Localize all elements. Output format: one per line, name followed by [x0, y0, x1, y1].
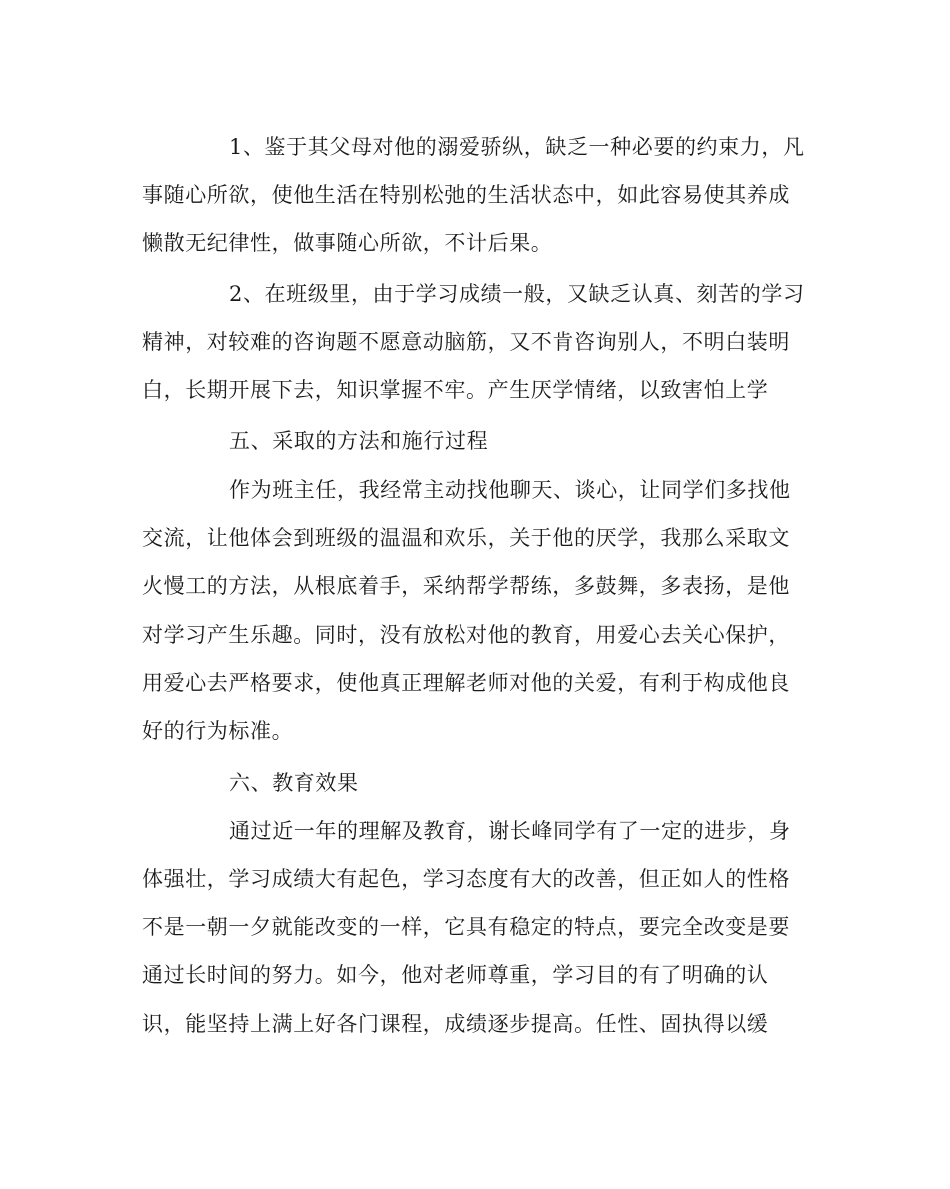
paragraph-line: 精神，对较难的咨询题不愿意动脑筋，又不肯咨询别人，不明白装明 [142, 330, 790, 354]
paragraph-line: 交流，让他体会到班级的温温和欢乐，关于他的厌学，我那么采取文 [142, 526, 790, 550]
paragraph-line: 用爱心去严格要求，使他真正理解老师对他的关爱，有利于构成他良 [142, 671, 790, 695]
paragraph-line: 通过长时间的努力。如今，他对老师尊重，学习目的有了明确的认 [142, 963, 769, 987]
section-heading: 五、采取的方法和施行过程 [229, 429, 489, 453]
paragraph-line: 识，能坚持上满上好各门课程，成绩逐步提高。任性、固执得以缓 [142, 1012, 769, 1036]
paragraph-line: 体强壮，学习成绩大有起色，学习态度有大的改善，但正如人的性格 [142, 867, 790, 891]
section-heading: 六、教育效果 [229, 771, 359, 795]
paragraph-line: 火慢工的方法，从根底着手，采纳帮学帮练，多鼓舞，多表扬，是他 [142, 574, 790, 598]
paragraph-line: 通过近一年的理解及教育，谢长峰同学有了一定的进步，身 [229, 819, 791, 843]
paragraph-line: 1、鉴于其父母对他的溺爱骄纵，缺乏一种必要的约束力，凡 [229, 135, 805, 159]
paragraph-line: 对学习产生乐趣。同时，没有放松对他的教育，用爱心去关心保护， [142, 623, 790, 647]
paragraph-line: 作为班主任，我经常主动找他聊天、谈心，让同学们多找他 [229, 478, 791, 502]
paragraph-line: 不是一朝一夕就能改变的一样，它具有稳定的特点，要完全改变是要 [142, 915, 790, 939]
paragraph-line: 2、在班级里，由于学习成绩一般，又缺乏认真、刻苦的学习 [229, 282, 805, 306]
paragraph-line: 懒散无纪律性，做事随心所欲，不计后果。 [142, 231, 553, 255]
paragraph-line: 白，长期开展下去，知识掌握不牢。产生厌学情绪，以致害怕上学 [142, 378, 769, 402]
paragraph-line: 好的行为标准。 [142, 719, 294, 743]
paragraph-line: 事随心所欲，使他生活在特别松弛的生活状态中，如此容易使其养成 [142, 183, 790, 207]
